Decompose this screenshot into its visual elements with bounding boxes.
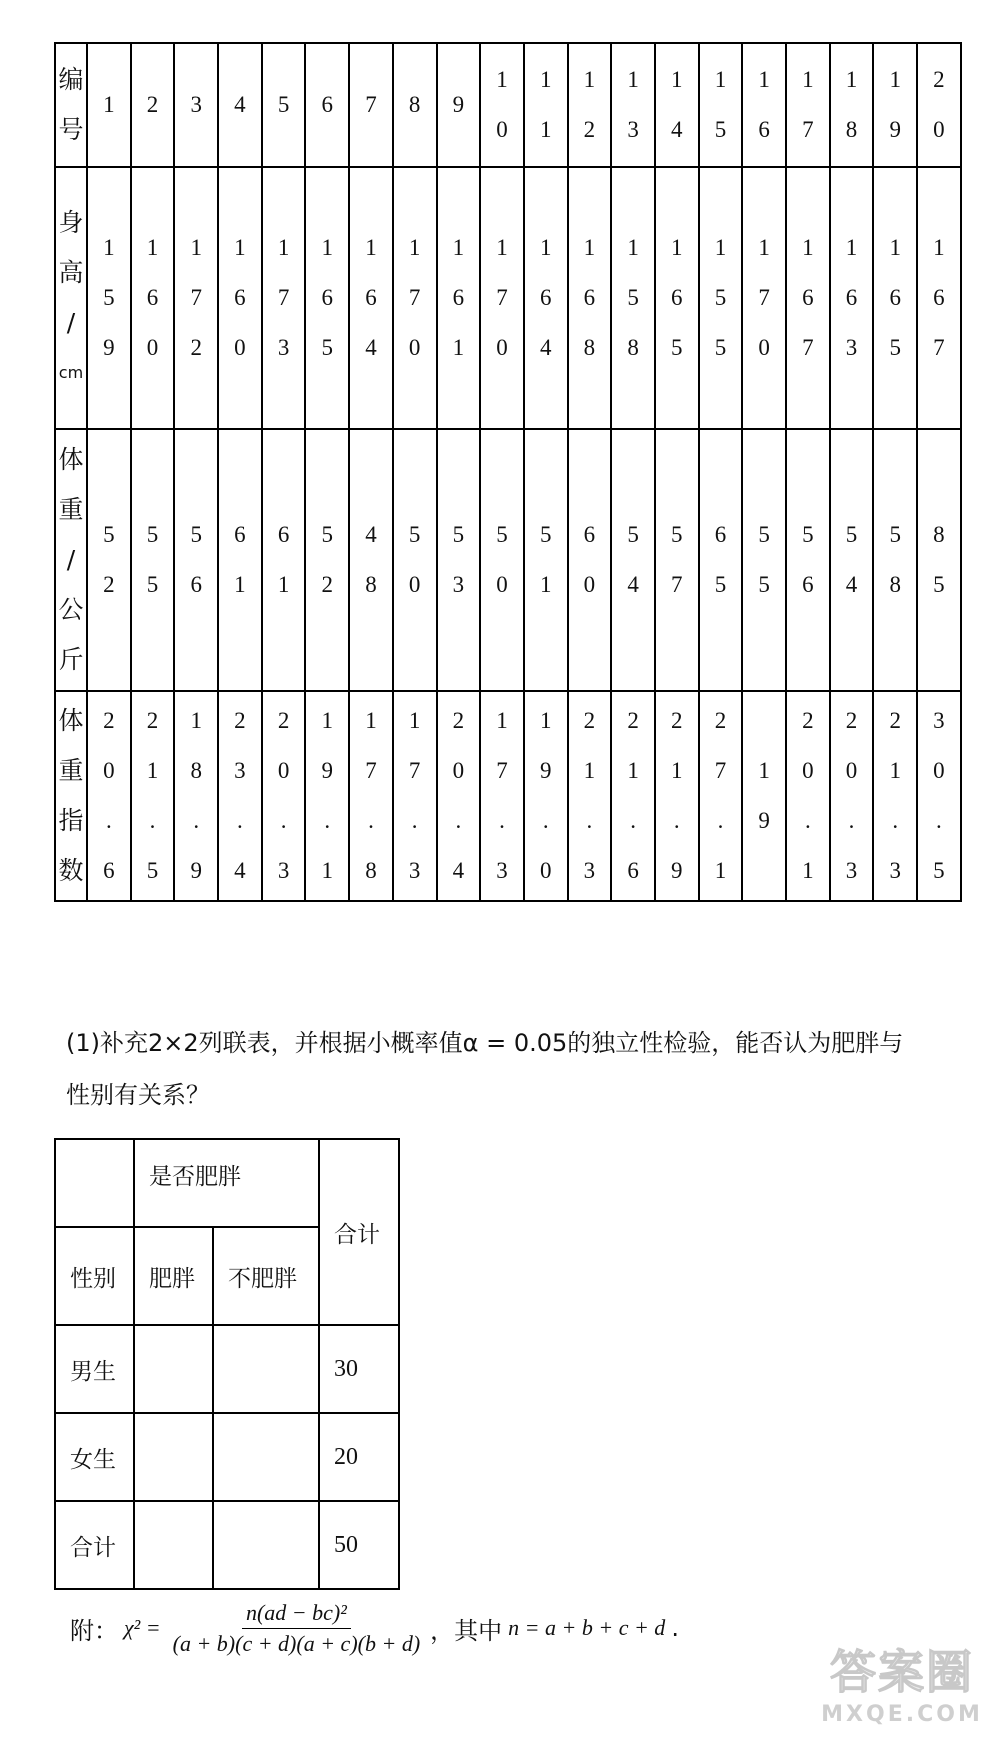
bmi-cell: 2 1 . 3 bbox=[568, 691, 612, 901]
bmi-cell: 2 7 . 1 bbox=[699, 691, 743, 901]
bmi-cell: 2 0 . 4 bbox=[437, 691, 481, 901]
id-cell: 1 8 bbox=[830, 43, 874, 167]
weight-cell: 5 5 bbox=[742, 429, 786, 691]
id-cell: 1 1 bbox=[524, 43, 568, 167]
bmi-cell: 2 1 . 9 bbox=[655, 691, 699, 901]
bmi-cell: 1 8 . 9 bbox=[174, 691, 218, 901]
row-label-height: 身 高 / cm bbox=[55, 167, 87, 429]
height-cell: 1 6 4 bbox=[524, 167, 568, 429]
fraction bbox=[169, 1600, 425, 1657]
weight-cell: 6 5 bbox=[699, 429, 743, 691]
height-cell: 1 6 7 bbox=[786, 167, 830, 429]
ct-row bbox=[55, 1413, 399, 1501]
id-cell: 1 9 bbox=[873, 43, 917, 167]
id-cell: 2 0 bbox=[917, 43, 961, 167]
footnote bbox=[70, 1588, 679, 1668]
weight-cell: 6 1 bbox=[262, 429, 306, 691]
watermark-logo bbox=[812, 1642, 992, 1752]
id-cell: 1 2 bbox=[568, 43, 612, 167]
ct-row-total: 50 bbox=[319, 1501, 399, 1589]
weight-cell: 6 1 bbox=[218, 429, 262, 691]
row-label-id: 编 号 bbox=[55, 43, 87, 167]
chi-square-formula bbox=[124, 1600, 424, 1657]
bmi-cell: 2 1 . 5 bbox=[131, 691, 175, 901]
ct-col-fat: 肥胖 bbox=[134, 1227, 213, 1325]
height-cell: 1 5 9 bbox=[87, 167, 131, 429]
weight-cell: 5 0 bbox=[480, 429, 524, 691]
id-cell: 1 4 bbox=[655, 43, 699, 167]
bmi-cell: 3 0 . 5 bbox=[917, 691, 961, 901]
ct-cell-blank bbox=[134, 1501, 213, 1589]
ct-row-label: 合计 bbox=[55, 1501, 134, 1589]
height-cell: 1 6 0 bbox=[218, 167, 262, 429]
id-cell: 5 bbox=[262, 43, 306, 167]
weight-cell: 5 6 bbox=[786, 429, 830, 691]
footnote-middle: ，其中 bbox=[430, 1616, 503, 1645]
ct-row-header: 性别 bbox=[55, 1227, 134, 1325]
watermark-url: MXQE.COM bbox=[821, 1702, 983, 1727]
row-height bbox=[55, 167, 961, 429]
height-cell: 1 6 0 bbox=[131, 167, 175, 429]
bmi-cell: 2 3 . 4 bbox=[218, 691, 262, 901]
weight-cell: 5 0 bbox=[393, 429, 437, 691]
weight-cell: 5 8 bbox=[873, 429, 917, 691]
id-cell: 1 0 bbox=[480, 43, 524, 167]
ct-row-total: 30 bbox=[319, 1325, 399, 1413]
weight-cell: 5 1 bbox=[524, 429, 568, 691]
height-cell: 1 7 0 bbox=[742, 167, 786, 429]
id-cell: 4 bbox=[218, 43, 262, 167]
id-cell: 6 bbox=[305, 43, 349, 167]
id-cell: 9 bbox=[437, 43, 481, 167]
row-label-bmi: 体 重 指 数 bbox=[55, 691, 87, 901]
height-cell: 1 6 5 bbox=[305, 167, 349, 429]
ct-total-header: 合计 bbox=[319, 1139, 399, 1325]
height-cell: 1 6 1 bbox=[437, 167, 481, 429]
ct-row-label: 男生 bbox=[55, 1325, 134, 1413]
id-cell: 1 3 bbox=[611, 43, 655, 167]
ct-cell-blank bbox=[134, 1325, 213, 1413]
ct-row bbox=[55, 1325, 399, 1413]
height-cell: 1 6 5 bbox=[655, 167, 699, 429]
ct-cell-blank bbox=[134, 1413, 213, 1501]
ct-col-notfat: 不肥胖 bbox=[213, 1227, 319, 1325]
height-cell: 1 5 5 bbox=[699, 167, 743, 429]
bmi-cell: 2 1 . 3 bbox=[873, 691, 917, 901]
bmi-cell: 1 7 . 3 bbox=[393, 691, 437, 901]
ct-row bbox=[55, 1501, 399, 1589]
id-cell: 1 7 bbox=[786, 43, 830, 167]
bmi-cell: 2 0 . 1 bbox=[786, 691, 830, 901]
height-cell: 1 7 0 bbox=[393, 167, 437, 429]
id-cell: 8 bbox=[393, 43, 437, 167]
id-cell: 2 bbox=[131, 43, 175, 167]
bmi-cell: 1 7 . 3 bbox=[480, 691, 524, 901]
height-cell: 1 6 8 bbox=[568, 167, 612, 429]
bmi-cell: 1 9 . 0 bbox=[524, 691, 568, 901]
weight-cell: 5 4 bbox=[611, 429, 655, 691]
weight-cell: 5 4 bbox=[830, 429, 874, 691]
height-cell: 1 6 3 bbox=[830, 167, 874, 429]
ct-row-label: 女生 bbox=[55, 1413, 134, 1501]
height-cell: 1 6 5 bbox=[873, 167, 917, 429]
height-cell: 1 6 4 bbox=[349, 167, 393, 429]
ct-cell-blank bbox=[213, 1413, 319, 1501]
id-cell: 1 5 bbox=[699, 43, 743, 167]
weight-cell: 5 3 bbox=[437, 429, 481, 691]
contingency-table bbox=[54, 1138, 400, 1590]
weight-cell: 6 0 bbox=[568, 429, 612, 691]
weight-cell: 5 2 bbox=[87, 429, 131, 691]
row-weight bbox=[55, 429, 961, 691]
bmi-cell: 2 0 . 3 bbox=[830, 691, 874, 901]
height-cell: 1 7 0 bbox=[480, 167, 524, 429]
chi-lhs: χ² = bbox=[124, 1615, 161, 1640]
bmi-cell: 1 9 bbox=[742, 691, 786, 901]
id-cell: 1 6 bbox=[742, 43, 786, 167]
numerator: n(ad − bc)² bbox=[242, 1600, 351, 1629]
weight-cell: 4 8 bbox=[349, 429, 393, 691]
weight-cell: 5 6 bbox=[174, 429, 218, 691]
row-bmi bbox=[55, 691, 961, 901]
height-cell: 1 6 7 bbox=[917, 167, 961, 429]
bmi-cell: 2 0 . 3 bbox=[262, 691, 306, 901]
question-line-1: (1)补充2×2列联表，并根据小概率值α = 0.05的独立性检验，能否认为肥胖与 bbox=[66, 1029, 904, 1057]
weight-cell: 5 2 bbox=[305, 429, 349, 691]
weight-cell: 8 5 bbox=[917, 429, 961, 691]
n-definition: n = a + b + c + d bbox=[508, 1615, 666, 1640]
denominator: (a + b)(c + d)(a + c)(b + d) bbox=[172, 1630, 421, 1656]
data-table bbox=[54, 42, 962, 902]
bmi-cell: 2 0 . 6 bbox=[87, 691, 131, 901]
height-cell: 1 7 2 bbox=[174, 167, 218, 429]
footnote-prefix: 附： bbox=[70, 1616, 118, 1645]
height-cell: 1 5 8 bbox=[611, 167, 655, 429]
ct-corner bbox=[55, 1139, 134, 1227]
footnote-end: . bbox=[671, 1614, 679, 1642]
bmi-cell: 1 7 . 8 bbox=[349, 691, 393, 901]
id-cell: 7 bbox=[349, 43, 393, 167]
id-cell: 1 bbox=[87, 43, 131, 167]
ct-cell-blank bbox=[213, 1501, 319, 1589]
question-line-2: 性别有关系？ bbox=[66, 1081, 210, 1109]
row-label-weight: 体 重 / 公 斤 bbox=[55, 429, 87, 691]
ct-col-group: 是否肥胖 bbox=[134, 1139, 319, 1227]
weight-cell: 5 7 bbox=[655, 429, 699, 691]
ct-row-total: 20 bbox=[319, 1413, 399, 1501]
weight-cell: 5 5 bbox=[131, 429, 175, 691]
ct-cell-blank bbox=[213, 1325, 319, 1413]
row-id bbox=[55, 43, 961, 167]
bmi-cell: 1 9 . 1 bbox=[305, 691, 349, 901]
id-cell: 3 bbox=[174, 43, 218, 167]
height-cell: 1 7 3 bbox=[262, 167, 306, 429]
watermark-main: 答案圈 bbox=[830, 1645, 974, 1699]
bmi-cell: 2 1 . 6 bbox=[611, 691, 655, 901]
